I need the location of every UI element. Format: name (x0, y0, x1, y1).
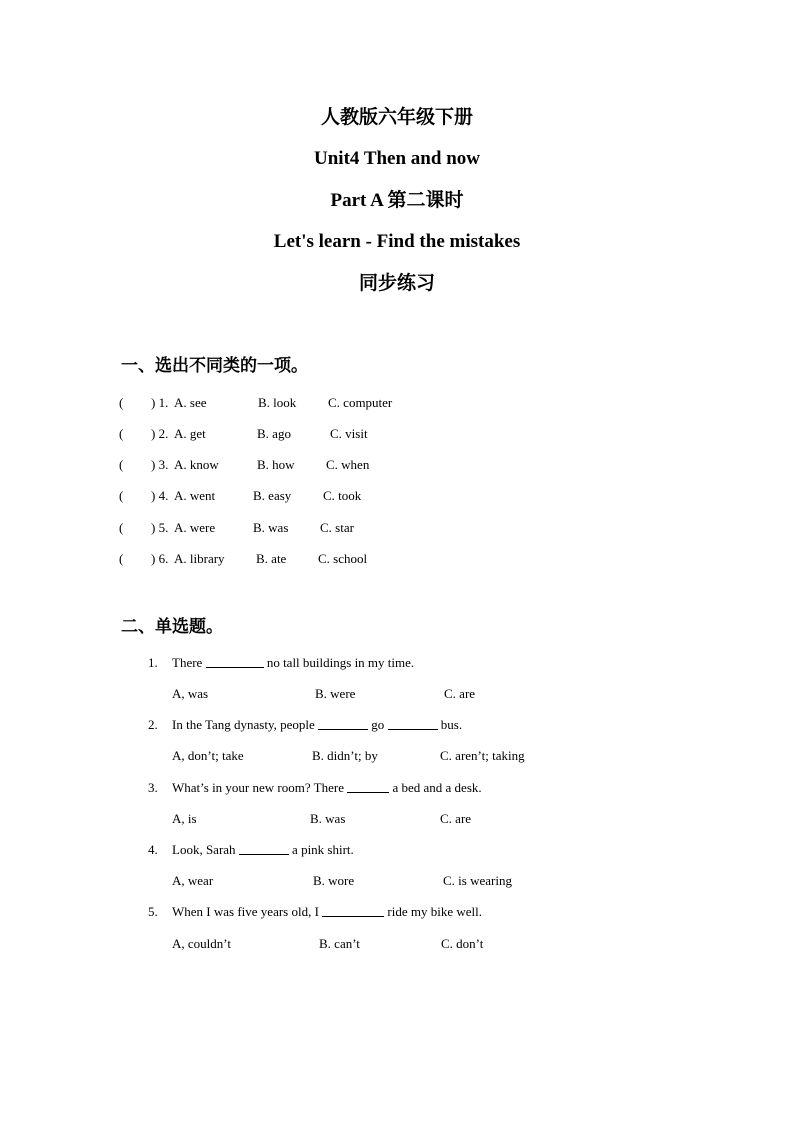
answer-paren: ( (119, 457, 124, 472)
option-c: C. don’t (441, 936, 484, 951)
option-b: B. was (310, 811, 346, 826)
option-b: B. how (257, 457, 295, 472)
question-number: 5. (148, 904, 158, 919)
title-textbook: 人教版六年级下册 (320, 107, 473, 128)
option-a: A. see (174, 395, 207, 410)
title-lesson: Let's learn - Find the mistakes (273, 231, 521, 252)
answer-blank (388, 715, 438, 730)
option-a: A, don’t; take (172, 748, 244, 763)
stem-text: Look, Sarah (172, 842, 239, 857)
option-b: B. wore (313, 873, 355, 888)
question-number: ) 3. (151, 457, 169, 472)
answer-blank (239, 840, 289, 855)
option-c: C. is wearing (443, 873, 512, 888)
section2-heading: 二、单选题。 (121, 617, 223, 636)
option-c: C. took (323, 488, 362, 503)
options-row (172, 684, 572, 704)
section1-heading: 一、选出不同类的一项。 (121, 356, 308, 375)
stem-text: a bed and a desk. (389, 780, 482, 795)
question-stem (172, 778, 482, 798)
answer-blank (322, 902, 384, 917)
question-number: 3. (148, 780, 158, 795)
question-stem (172, 840, 354, 860)
question-number: 2. (148, 717, 158, 732)
answer-paren: ( (119, 426, 124, 441)
answer-blank (206, 653, 264, 668)
answer-blank (347, 778, 389, 793)
option-c: C. visit (330, 426, 368, 441)
stem-text: What’s in your new room? There (172, 780, 348, 795)
answer-paren: ( (119, 551, 124, 566)
question-number: ) 4. (151, 488, 169, 503)
stem-text: In the Tang dynasty, people (172, 717, 319, 732)
answer-paren: ( (119, 488, 124, 503)
question-stem (172, 715, 462, 735)
option-a: A. were (174, 520, 216, 535)
option-a: A. went (174, 488, 216, 503)
question-number: ) 5. (151, 520, 169, 535)
question-number: ) 6. (151, 551, 169, 566)
question-number: 1. (148, 655, 158, 670)
option-c: C. aren’t; taking (440, 748, 525, 763)
question-stem (172, 902, 482, 922)
options-row (172, 746, 572, 766)
option-c: C. school (318, 551, 368, 566)
option-a: A. library (174, 551, 225, 566)
stem-text: a pink shirt. (288, 842, 354, 857)
option-c: C. computer (328, 395, 393, 410)
option-c: C. when (326, 457, 370, 472)
stem-text: go (368, 717, 388, 732)
stem-text: bus. (437, 717, 463, 732)
options-row (172, 934, 572, 954)
option-a: A, was (172, 686, 209, 701)
option-b: B. can’t (319, 936, 360, 951)
option-b: B. look (258, 395, 297, 410)
answer-paren: ( (119, 395, 124, 410)
option-c: C. are (440, 811, 472, 826)
question-stem (172, 653, 414, 673)
option-b: B. was (253, 520, 289, 535)
stem-text: When I was five years old, I (172, 904, 323, 919)
option-a: A, is (172, 811, 197, 826)
stem-text: ride my bike well. (384, 904, 483, 919)
question-number: 4. (148, 842, 158, 857)
option-a: A. get (174, 426, 206, 441)
option-c: C. are (444, 686, 476, 701)
option-b: B. ago (257, 426, 291, 441)
option-b: B. ate (256, 551, 287, 566)
option-a: A, couldn’t (172, 936, 231, 951)
question-number: ) 1. (151, 395, 169, 410)
stem-text: no tall buildings in my time. (263, 655, 415, 670)
answer-blank (318, 715, 368, 730)
option-b: B. didn’t; by (312, 748, 378, 763)
option-b: B. were (315, 686, 356, 701)
option-c: C. star (320, 520, 354, 535)
options-row (172, 871, 572, 891)
title-unit: Unit4 Then and now (314, 148, 480, 169)
title-part: Part A 第二课时 (330, 190, 464, 211)
option-b: B. easy (253, 488, 292, 503)
options-row (172, 809, 572, 829)
option-a: A. know (174, 457, 219, 472)
option-a: A, wear (172, 873, 214, 888)
question-number: ) 2. (151, 426, 169, 441)
answer-paren: ( (119, 520, 124, 535)
title-practice: 同步练习 (358, 273, 435, 294)
stem-text: There (172, 655, 206, 670)
